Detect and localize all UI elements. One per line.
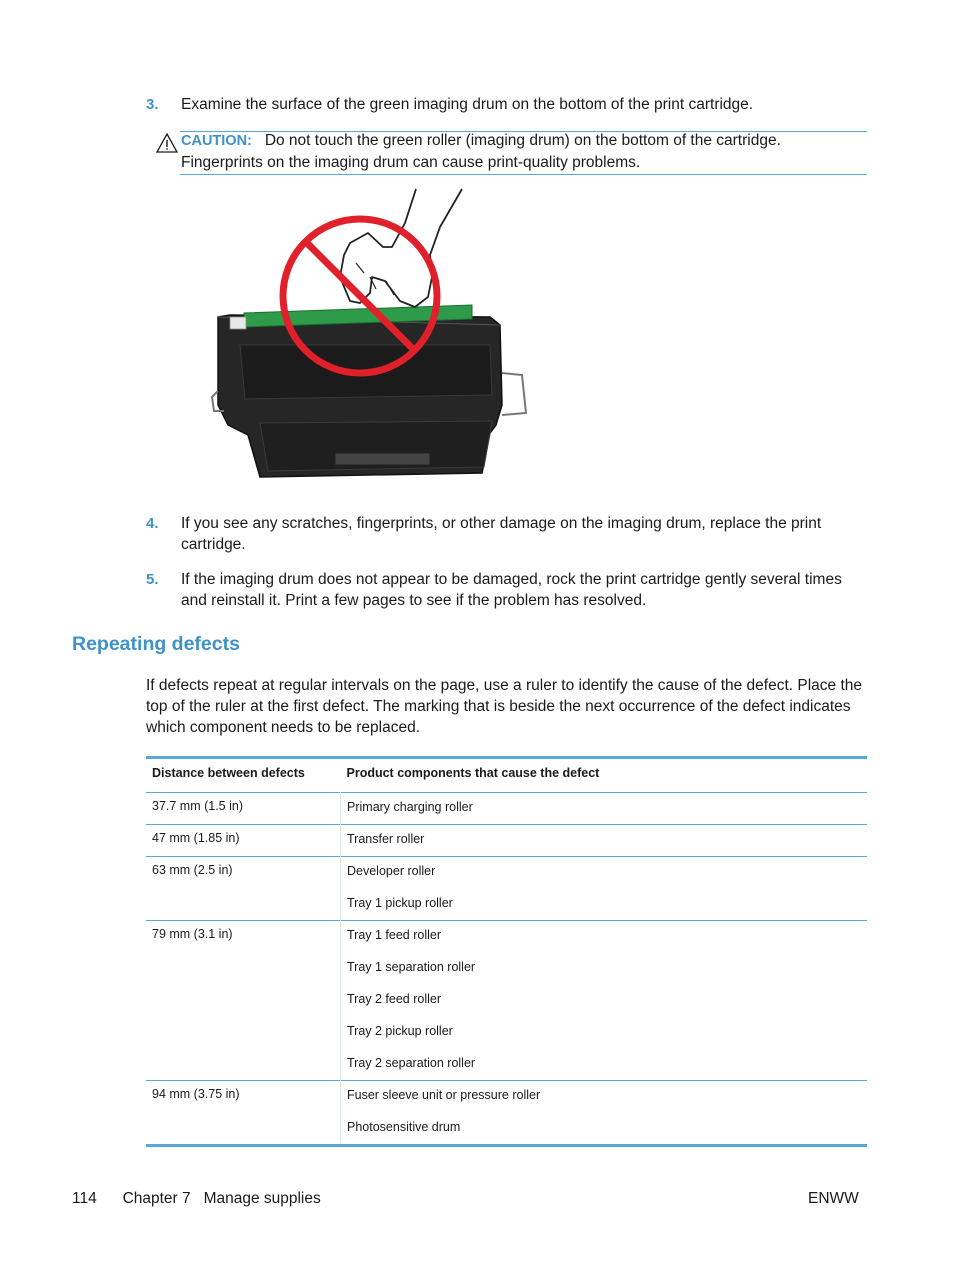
step-number: 3.: [146, 96, 159, 113]
distance-cell: 37.7 mm (1.5 in): [146, 793, 341, 825]
components-cell: [341, 857, 868, 921]
caution-label: CAUTION:: [181, 133, 252, 149]
step-text: Examine the surface of the green imaging drum on the bottom of the print cartridge.: [181, 96, 754, 113]
component-item: Fuser sleeve unit or pressure roller: [347, 1088, 541, 1102]
components-cell: [341, 825, 868, 857]
distance-cell: 63 mm (2.5 in): [146, 857, 341, 921]
warning-triangle-icon: [156, 133, 178, 153]
caution-body: Do not touch the green roller (imaging drum) on the bottom of the cartridge. Fingerprints on the imaging drum can cause print-quality problems.: [181, 132, 781, 171]
defects-table: [146, 756, 867, 1147]
component-item: Transfer roller: [347, 832, 425, 846]
component-item: Developer roller: [347, 864, 436, 878]
step-number: 4.: [146, 515, 159, 532]
table-header-distance: Distance between defects: [152, 766, 305, 780]
footer-right-label: ENWW: [808, 1190, 859, 1207]
components-cell: [341, 1081, 868, 1146]
component-item: Tray 1 separation roller: [347, 960, 476, 974]
step-text: If the imaging drum does not appear to be damaged, rock the print cartridge gently several times and reinstall it. Print a few pages to see if the problem has resolved.: [181, 571, 842, 609]
step-number: 5.: [146, 571, 159, 588]
page-number: 114: [72, 1190, 97, 1207]
components-cell: [341, 921, 868, 1081]
table-header-components: Product components that cause the defect: [346, 766, 600, 780]
component-item: Tray 1 pickup roller: [347, 896, 453, 910]
component-item: Tray 2 feed roller: [347, 992, 442, 1006]
component-item: Photosensitive drum: [347, 1120, 461, 1134]
component-item: Tray 2 pickup roller: [347, 1024, 453, 1038]
component-item: Primary charging roller: [347, 800, 473, 814]
chapter-label: Chapter 7: [122, 1190, 191, 1207]
distance-cell: 47 mm (1.85 in): [146, 825, 341, 857]
table-row: [146, 1081, 867, 1146]
component-item: Tray 2 separation roller: [347, 1056, 476, 1070]
component-item: Tray 1 feed roller: [347, 928, 442, 942]
components-cell: [341, 793, 868, 825]
table-row: [146, 825, 867, 857]
table-row: [146, 793, 867, 825]
table-row: [146, 921, 867, 1081]
table-row: [146, 857, 867, 921]
distance-cell: 79 mm (3.1 in): [146, 921, 341, 1081]
step-text: If you see any scratches, fingerprints, or other damage on the imaging drum, replace the print cartridge.: [181, 515, 822, 553]
section-paragraph: If defects repeat at regular intervals on the page, use a ruler to identify the cause of the defect. Place the top of the ruler at the first defect. The marking that is beside the next occurrence of the defect indicates which component needs to be replaced.: [146, 677, 863, 736]
distance-cell: 94 mm (3.75 in): [146, 1081, 341, 1146]
section-heading: Repeating defects: [72, 633, 240, 655]
table-header-row: [146, 758, 867, 793]
cartridge-illustration: [200, 185, 540, 485]
caution-text: [181, 130, 867, 173]
page-footer: [72, 1190, 321, 1208]
chapter-title: Manage supplies: [203, 1190, 321, 1207]
